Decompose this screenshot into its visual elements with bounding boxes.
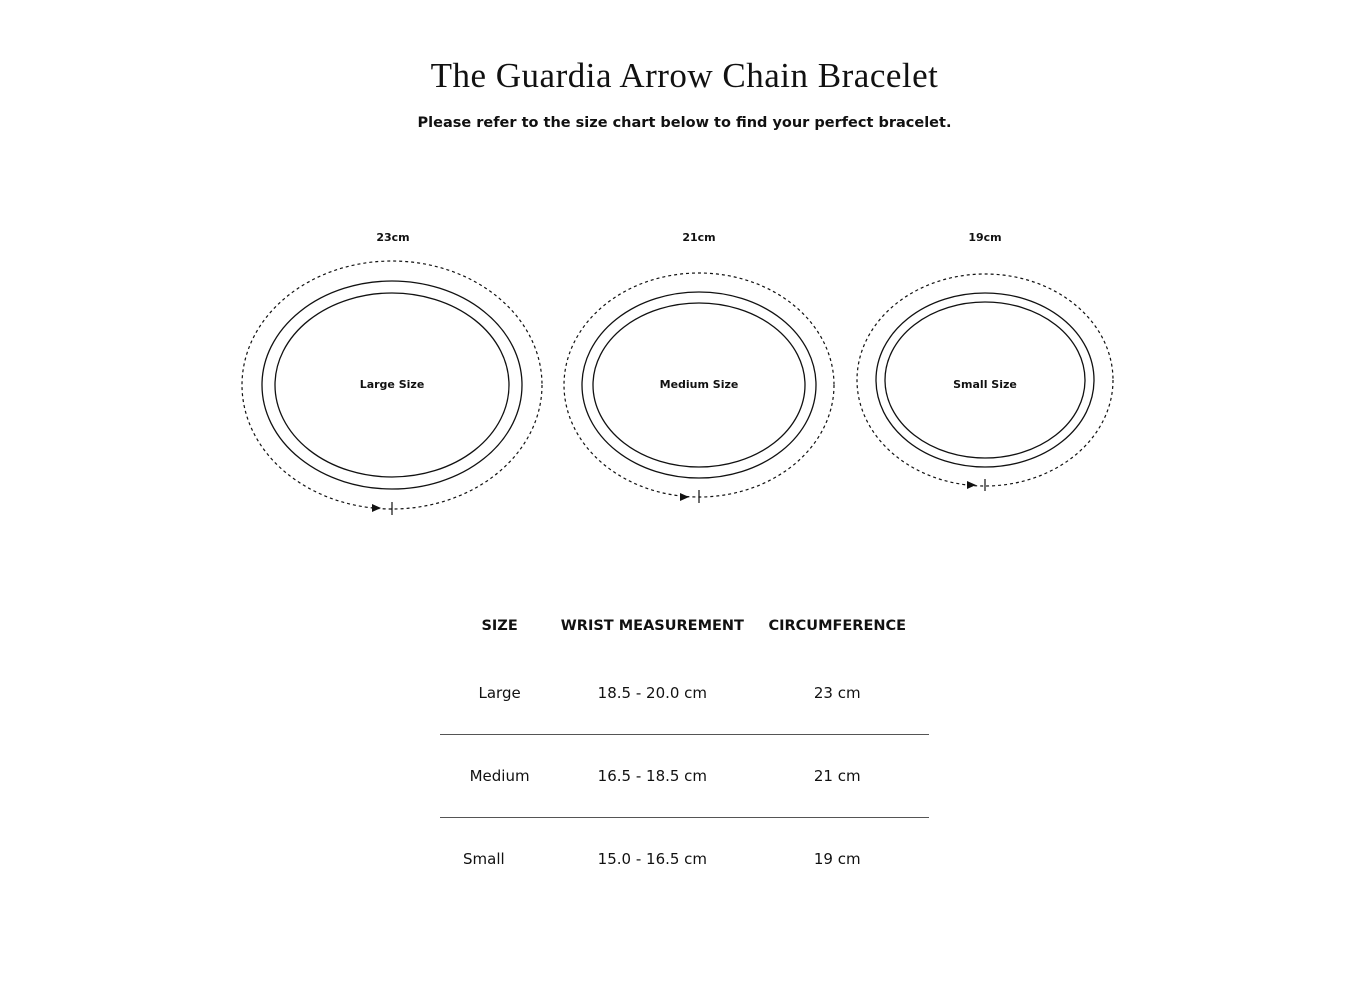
cell-size: Small	[440, 818, 559, 901]
page-subtitle: Please refer to the size chart below to find your perfect bracelet.	[417, 115, 952, 131]
bracelet-medium	[564, 231, 834, 503]
column-header-circumference: CIRCUMFERENCE	[768, 618, 907, 634]
cell-circumference: 21 cm	[746, 735, 929, 818]
bracelet-small-size-label: Small Size	[953, 378, 1017, 391]
cell-wrist: 16.5 - 18.5 cm	[559, 735, 745, 818]
column-header-size: SIZE	[481, 618, 518, 634]
bracelet-large-size-label: Large Size	[359, 378, 425, 391]
cell-wrist: 15.0 - 16.5 cm	[559, 818, 745, 901]
bracelet-large-circumference-label: 23cm	[376, 231, 410, 244]
table-row	[440, 818, 929, 901]
table-row	[440, 652, 929, 735]
cell-circumference: 23 cm	[813, 684, 861, 702]
cell-size: Medium	[440, 735, 559, 818]
column-header-wrist-measurement: WRIST MEASUREMENT	[560, 618, 744, 634]
table-header-row	[440, 600, 929, 652]
bracelet-small	[857, 231, 1113, 491]
bracelet-large-arrow-icon	[372, 504, 381, 512]
bracelet-small-circumference-label: 19cm	[968, 231, 1002, 244]
bracelet-medium-size-label: Medium Size	[659, 378, 739, 391]
table-row	[440, 735, 929, 818]
bracelet-large	[242, 231, 542, 515]
size-chart-table	[440, 600, 929, 900]
bracelet-medium-arrow-icon	[680, 493, 689, 501]
cell-wrist: 18.5 - 20.0 cm	[597, 684, 708, 702]
bracelet-small-arrow-icon	[967, 481, 976, 489]
bracelet-medium-circumference-label: 21cm	[682, 231, 716, 244]
cell-circumference: 19 cm	[746, 818, 929, 901]
page-title: The Guardia Arrow Chain Bracelet	[430, 56, 939, 95]
cell-size: Large	[478, 684, 521, 702]
